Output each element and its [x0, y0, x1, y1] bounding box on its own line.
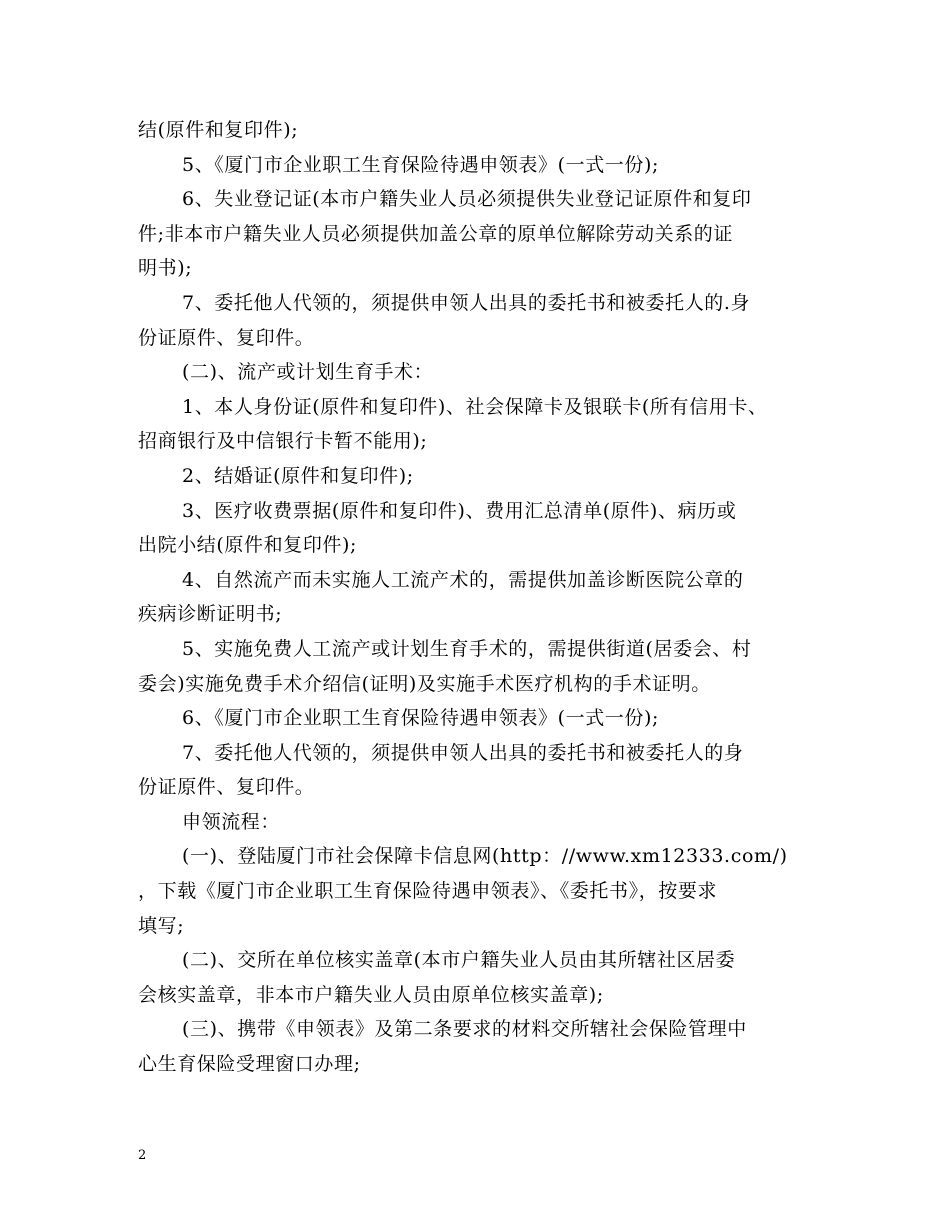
text-line: 心生育保险受理窗口办理;: [138, 1053, 361, 1076]
text-line: 7、委托他人代领的，须提供申领人出具的委托书和被委托人的.身: [182, 291, 751, 314]
section-heading: 申领流程：: [182, 810, 281, 833]
text-line: 4、自然流产而未实施人工流产术的，需提供加盖诊断医院公章的: [182, 568, 744, 591]
text-line: 结(原件和复印件);: [138, 119, 299, 141]
text-line: 会核实盖章，非本市户籍失业人员由原单位核实盖章);: [138, 983, 604, 1006]
section-heading: (二)、流产或计划生育手术：: [182, 361, 434, 384]
text-line: 5、实施免费人工流产或计划生育手术的，需提供街道(居委会、村: [182, 637, 752, 660]
text-line: (三)、携带《申领表》及第二条要求的材料交所辖社会保险管理中: [182, 1018, 747, 1041]
text-line: 填写;: [138, 914, 185, 937]
text-line: ，下载《厦门市企业职工生育保险待遇申领表》、《委托书》，按要求: [138, 880, 718, 903]
text-line: (二)、交所在单位核实盖章(本市户籍失业人员由其所辖社区居委: [182, 949, 736, 972]
text-line: 明书);: [138, 257, 193, 280]
text-line: 5、《厦门市企业职工生育保险待遇申领表》(一式一份);: [182, 153, 660, 176]
text-line: 6、失业登记证(本市户籍失业人员必须提供失业登记证原件和复印: [182, 188, 752, 211]
text-line: 招商银行及中信银行卡暂不能用);: [138, 430, 428, 453]
text-line: 疾病诊断证明书;: [138, 603, 283, 626]
text-line: 件;非本市户籍失业人员必须提供加盖公章的原单位解除劳动关系的证: [138, 222, 734, 245]
text-line: 1、本人身份证(原件和复印件)、社会保障卡及银联卡(所有信用卡、: [182, 395, 768, 418]
page-number: 2: [138, 1148, 147, 1163]
text-line: 2、结婚证(原件和复印件);: [182, 464, 414, 487]
text-line: 份证原件、复印件。: [138, 326, 315, 349]
text-line: 份证原件、复印件。: [138, 776, 315, 799]
text-line: 6、《厦门市企业职工生育保险待遇申领表》(一式一份);: [182, 707, 660, 730]
text-line: 3、医疗收费票据(原件和复印件)、费用汇总清单(原件)、病历或: [182, 499, 737, 522]
text-line: 7、委托他人代领的，须提供申领人出具的委托书和被委托人的身: [182, 741, 744, 764]
text-line: 委会)实施免费手术介绍信(证明)及实施手术医疗机构的手术证明。: [138, 672, 711, 695]
text-line: (一)、登陆厦门市社会保障卡信息网(http：//www.xm12333.com/): [182, 845, 788, 868]
text-line: 出院小结(原件和复印件);: [138, 534, 358, 557]
document-body: [138, 113, 828, 1082]
